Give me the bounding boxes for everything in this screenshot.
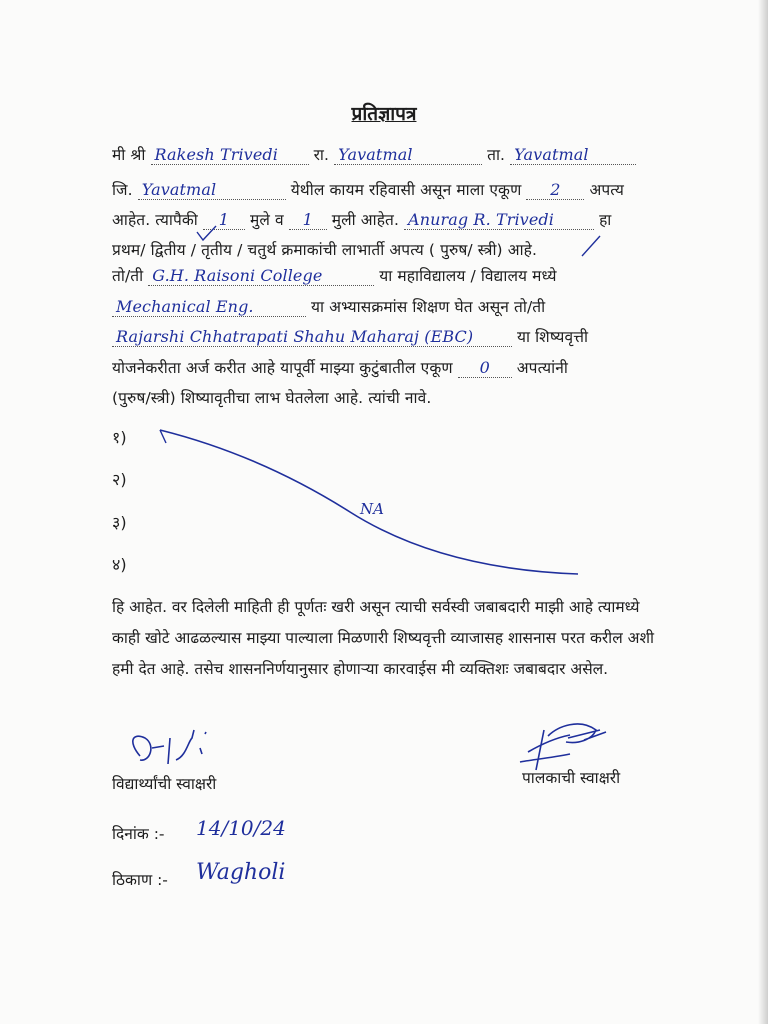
label-residence: येथील कायम रहिवासी असून माला एकूण xyxy=(290,181,522,199)
label-apatyanni: अपत्यांनी xyxy=(516,359,568,377)
village-value: Yavatmal xyxy=(334,146,482,165)
list-item-3: ३) xyxy=(112,513,127,532)
declaration-paragraph: हि आहेत. वर दिलेली माहिती ही पूर्णतः खरी असून त्याची सर्वस्वी जबाबदारी माझी आहे त्यामध्ये काही खोटे आढळल्यास माझ्या पाल्याला मिळणारी शिष्यवृत्ती व्याजासह शासनास परत करील अशी हमी देत आहे. तसेच शासननिर्णयानुसार होणाऱ्या कारवाईस मी व्यक्तिशः जबाबदार असेल. xyxy=(112,598,655,678)
label-mahavidyalay: या महाविद्यालय / विद्यालय मध्ये xyxy=(379,267,557,285)
list-item-2: २) xyxy=(112,470,127,489)
document-title: प्रतिज्ञापत्र xyxy=(351,103,417,125)
daughters-count-value: 1 xyxy=(289,211,327,230)
course-value: Mechanical Eng. xyxy=(112,298,306,317)
parent-signature-label: पालकाची स्वाक्षरी xyxy=(522,769,621,787)
list-item-4: ४) xyxy=(112,555,127,574)
na-mark: NA xyxy=(360,500,384,518)
beneficiary-name-value: Anurag R. Trivedi xyxy=(404,211,594,230)
sons-count-value: 1 xyxy=(203,211,245,230)
label-mi-shri: मी श्री xyxy=(112,146,146,164)
label-ha: हा xyxy=(599,211,612,229)
list-item-1: १) xyxy=(112,428,127,447)
tick-mark xyxy=(197,226,216,240)
label-ra: रा. xyxy=(313,146,330,164)
place-label: ठिकाण :- xyxy=(112,871,168,889)
label-yojanekarita: योजनेकरीता अर्ज करीत आहे यापूर्वी माझ्या कुटुंबातील एकूण xyxy=(112,359,453,377)
date-value: 14/10/24 xyxy=(196,816,286,840)
label-to-ti: तो/ती xyxy=(112,267,144,285)
student-signature-stroke xyxy=(133,730,206,764)
college-value: G.H. Raisoni College xyxy=(148,267,374,286)
label-ji: जि. xyxy=(112,181,133,199)
label-muli-ahet: मुली आहेत. xyxy=(331,211,400,229)
label-ta: ता. xyxy=(487,146,506,164)
label-tyapaiki: आहेत. त्यापैकी xyxy=(112,211,198,229)
line-birth-order: प्रथम/ द्वितीय / तृतीय / चतुर्थ क्रमाकांची लाभार्ती अपत्य ( पुरुष/ स्त्री) आहे. xyxy=(112,241,538,259)
taluka-value: Yavatmal xyxy=(510,146,636,165)
previous-count-value: 0 xyxy=(458,359,512,378)
strike-stri xyxy=(582,236,600,256)
date-label: दिनांक :- xyxy=(112,825,165,843)
label-apatya: अपत्य xyxy=(589,181,624,199)
label-abhyaskram: या अभ्यासक्रमांस शिक्षण घेत असून तो/ती xyxy=(311,298,546,316)
line-names-intro: (पुरुष/स्त्री) शिष्यावृतीचा लाभ घेतलेला आहे. त्यांची नावे. xyxy=(112,389,432,407)
scheme-value: Rajarshi Chhatrapati Shahu Maharaj (EBC) xyxy=(112,328,512,347)
label-mule-va: मुले व xyxy=(249,211,284,229)
place-value: Wagholi xyxy=(196,860,286,885)
student-signature-label: विद्यार्थ्यांची स्वाक्षरी xyxy=(112,775,217,793)
parent-signature-stroke xyxy=(520,724,606,770)
label-shishyavrutti: या शिष्यवृत्ती xyxy=(517,328,589,346)
children-count-value: 2 xyxy=(526,181,584,200)
applicant-name-value: Rakesh Trivedi xyxy=(151,146,309,165)
district-value: Yavatmal xyxy=(138,181,286,200)
